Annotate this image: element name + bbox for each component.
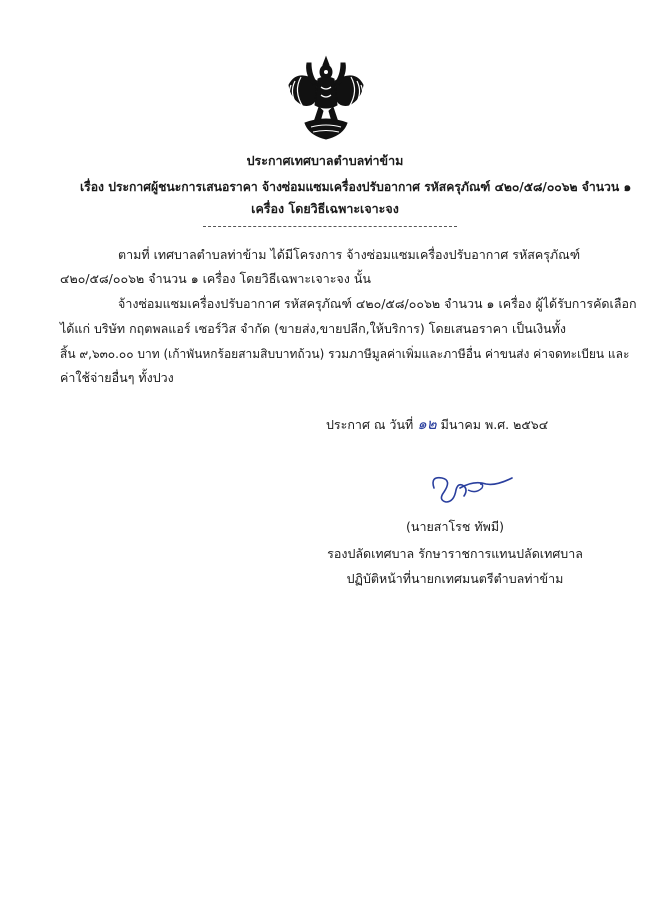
garuda-emblem-icon	[283, 55, 369, 147]
handwritten-signature-icon	[424, 468, 516, 508]
paragraph-2-line-2: ได้แก่ บริษัท กฤตพลแอร์ เซอร์วิส จำกัด (ขายส่ง,ขายปลีก,ให้บริการ) โดยเสนอราคา เป็นเงินทั้ง	[60, 321, 566, 336]
paragraph-2-line-1: จ้างซ่อมแซมเครื่องปรับอากาศ รหัสครุภัณฑ์ ๔๒๐/๕๘/๐๐๖๒ จำนวน ๑ เครื่อง ผู้ได้รับการคัดเลือก	[118, 296, 637, 311]
announcement-date	[326, 415, 548, 434]
separator-line	[203, 226, 457, 227]
paragraph-2-line-3: สิ้น ๙,๖๓๐.๐๐ บาท (เก้าพันหกร้อยสามสิบบาทถ้วน) รวมภาษีมูลค่าเพิ่มและภาษีอื่น ค่าขนส่ง ค่าจดทะเบียน และ	[60, 347, 630, 361]
signatory-position-1: รองปลัดเทศบาล รักษาราชการแทนปลัดเทศบาล	[327, 546, 583, 561]
paragraph-1-line-1: ตามที่ เทศบาลตำบลท่าข้าม ได้มีโครงการ จ้างซ่อมแซมเครื่องปรับอากาศ รหัสครุภัณฑ์	[118, 247, 581, 262]
announcement-prefix: ประกาศ ณ วันที่	[326, 417, 414, 432]
org-title: ประกาศเทศบาลตำบลท่าข้าม	[246, 153, 404, 168]
subject-line-2: เครื่อง โดยวิธีเฉพาะเจาะจง	[251, 201, 399, 216]
paragraph-2-line-4: ค่าใช้จ่ายอื่นๆ ทั้งปวง	[60, 370, 174, 385]
handwritten-day: ๑๒	[417, 415, 437, 433]
announcement-suffix: มีนาคม พ.ศ. ๒๕๖๔	[440, 417, 549, 432]
subject-line-1: เรื่อง ประกาศผู้ชนะการเสนอราคา จ้างซ่อมแซมเครื่องปรับอากาศ รหัสครุภัณฑ์ ๔๒๐/๕๘/๐๐๖๒ จำนวน ๑	[80, 180, 632, 194]
paragraph-1-line-2: ๔๒๐/๕๘/๐๐๖๒ จำนวน ๑ เครื่อง โดยวิธีเฉพาะเจาะจง นั้น	[60, 271, 371, 286]
signatory-name: (นายสาโรช ทัพมี)	[406, 519, 504, 534]
signatory-position-2: ปฏิบัติหน้าที่นายกเทศมนตรีตำบลท่าข้าม	[346, 571, 564, 586]
